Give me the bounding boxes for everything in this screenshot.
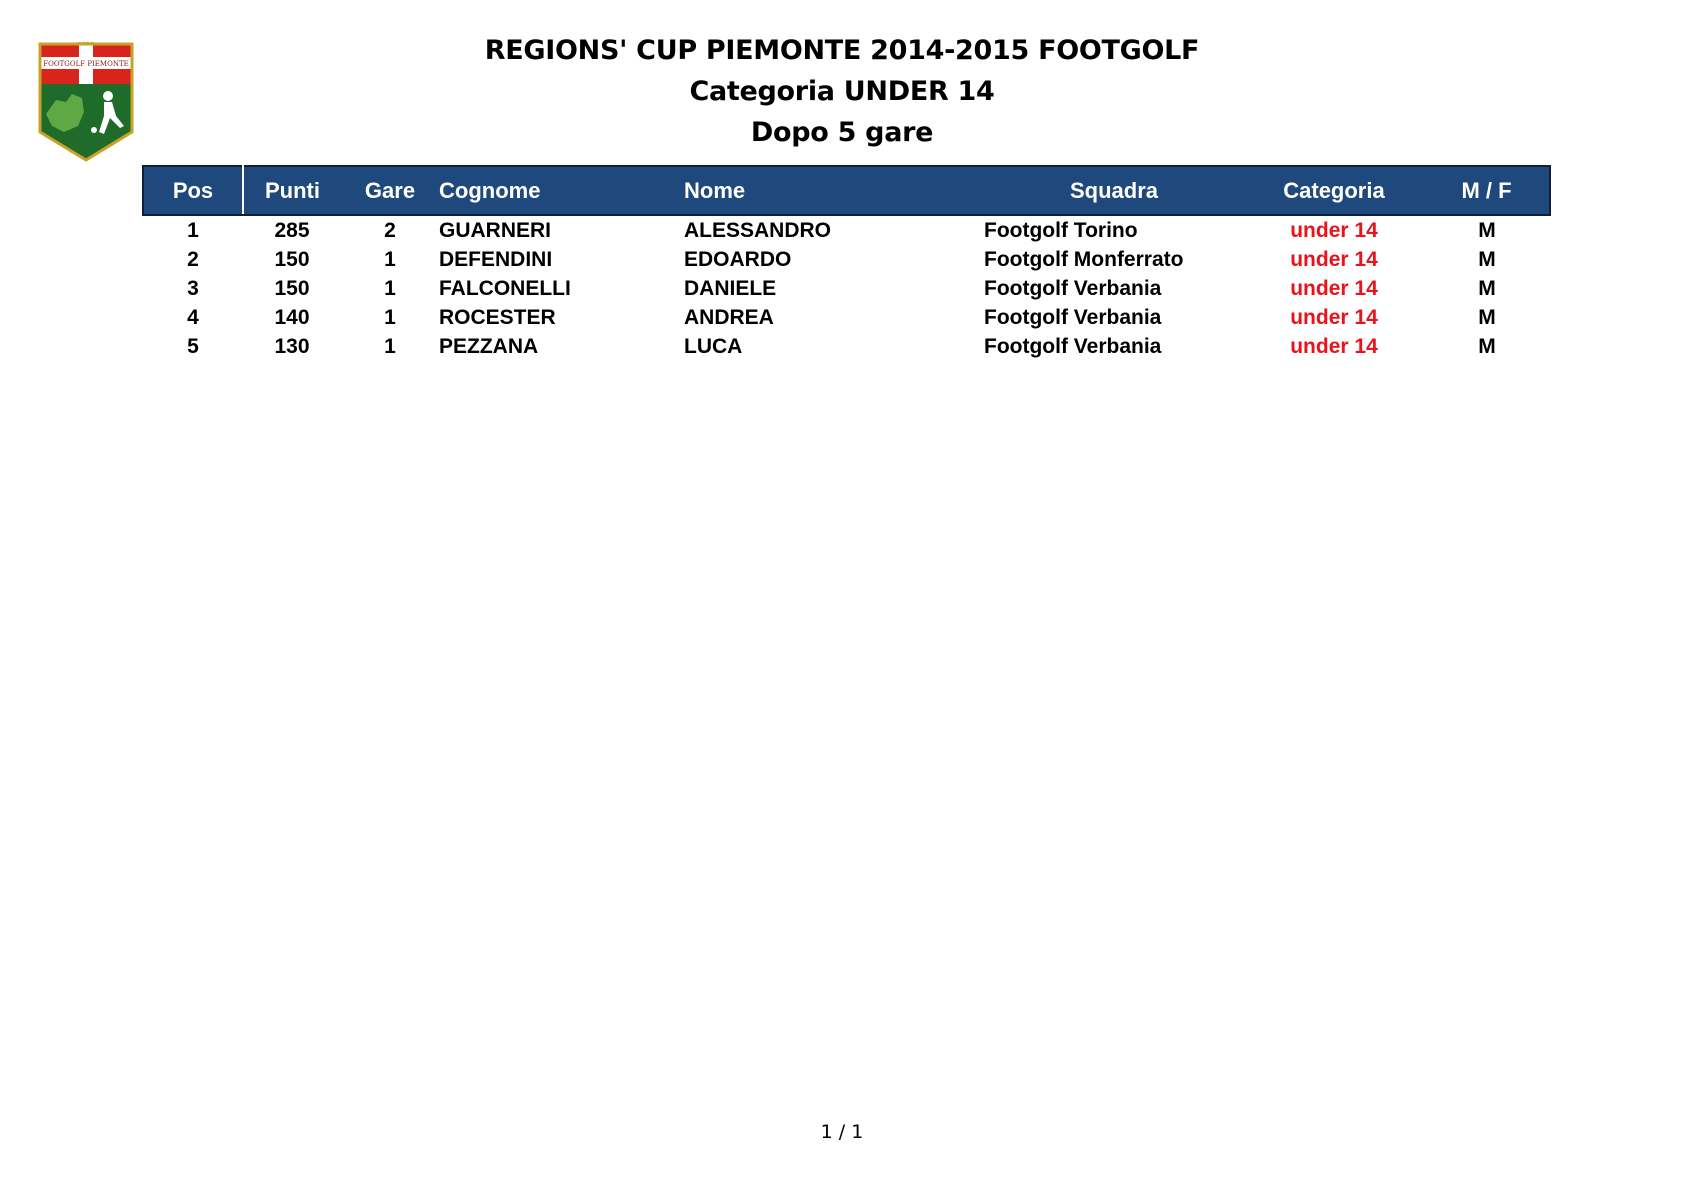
- col-header-sesso: M / F: [1424, 166, 1550, 215]
- pos-cell: 2: [187, 247, 199, 271]
- col-header-punti: Punti: [243, 166, 341, 215]
- sesso-cell: M: [1478, 276, 1496, 300]
- logo-lettering: FOOTGOLF PIEMONTE: [43, 60, 129, 68]
- table-row: [143, 245, 1550, 274]
- squadra-cell: Footgolf Verbania: [984, 305, 1162, 329]
- col-header-pos: Pos: [143, 166, 243, 215]
- squadra-cell: Footgolf Verbania: [984, 276, 1162, 300]
- sesso-cell: M: [1478, 305, 1496, 329]
- categoria-cell: under 14: [1290, 247, 1378, 271]
- categoria-cell: under 14: [1290, 334, 1378, 358]
- cognome-cell: DEFENDINI: [439, 247, 553, 271]
- punti-cell: 140: [274, 305, 310, 329]
- races-note: Dopo 5 gare: [750, 117, 934, 148]
- nome-cell: LUCA: [684, 334, 743, 358]
- categoria-cell: under 14: [1290, 218, 1378, 242]
- nome-cell: ALESSANDRO: [684, 218, 832, 242]
- sesso-cell: M: [1478, 247, 1496, 271]
- punti-cell: 130: [274, 334, 310, 358]
- cognome-cell: GUARNERI: [439, 218, 552, 242]
- col-header-categoria: Categoria: [1244, 166, 1424, 215]
- gare-cell: 1: [384, 334, 396, 358]
- document-title: REGIONS' CUP PIEMONTE 2014-2015 FOOTGOLF: [484, 35, 1200, 66]
- gare-cell: 1: [384, 305, 396, 329]
- squadra-cell: Footgolf Monferrato: [984, 247, 1184, 271]
- table-header-row: [143, 166, 1550, 215]
- squadra-cell: Footgolf Torino: [984, 218, 1138, 242]
- pos-cell: 3: [187, 276, 199, 300]
- col-header-cognome: Cognome: [439, 166, 684, 215]
- nome-cell: EDOARDO: [684, 247, 792, 271]
- gare-cell: 1: [384, 276, 396, 300]
- squadra-cell: Footgolf Verbania: [984, 334, 1162, 358]
- cognome-cell: PEZZANA: [439, 334, 539, 358]
- cognome-cell: ROCESTER: [439, 305, 556, 329]
- gare-cell: 1: [384, 247, 396, 271]
- sesso-cell: M: [1478, 218, 1496, 242]
- pos-cell: 1: [187, 218, 199, 242]
- punti-cell: 150: [274, 247, 310, 271]
- sesso-cell: M: [1478, 334, 1496, 358]
- table-row: [143, 215, 1550, 245]
- punti-cell: 150: [274, 276, 310, 300]
- pos-cell: 4: [187, 305, 199, 329]
- categoria-cell: under 14: [1290, 305, 1378, 329]
- nome-cell: ANDREA: [684, 305, 774, 329]
- cognome-cell: FALCONELLI: [439, 276, 571, 300]
- table-row: [143, 274, 1550, 303]
- table-row: [143, 303, 1550, 332]
- category-subtitle: Categoria UNDER 14: [689, 76, 995, 107]
- col-header-squadra: Squadra: [984, 166, 1244, 215]
- page-number: 1 / 1: [820, 1121, 864, 1143]
- table-row: [143, 332, 1550, 361]
- col-header-gare: Gare: [341, 166, 439, 215]
- punti-cell: 285: [274, 218, 310, 242]
- categoria-cell: under 14: [1290, 276, 1378, 300]
- document-header: [0, 30, 1684, 153]
- nome-cell: DANIELE: [684, 276, 777, 300]
- pos-cell: 5: [187, 334, 199, 358]
- gare-cell: 2: [384, 218, 396, 242]
- col-header-nome: Nome: [684, 166, 984, 215]
- standings-table: [142, 165, 1551, 361]
